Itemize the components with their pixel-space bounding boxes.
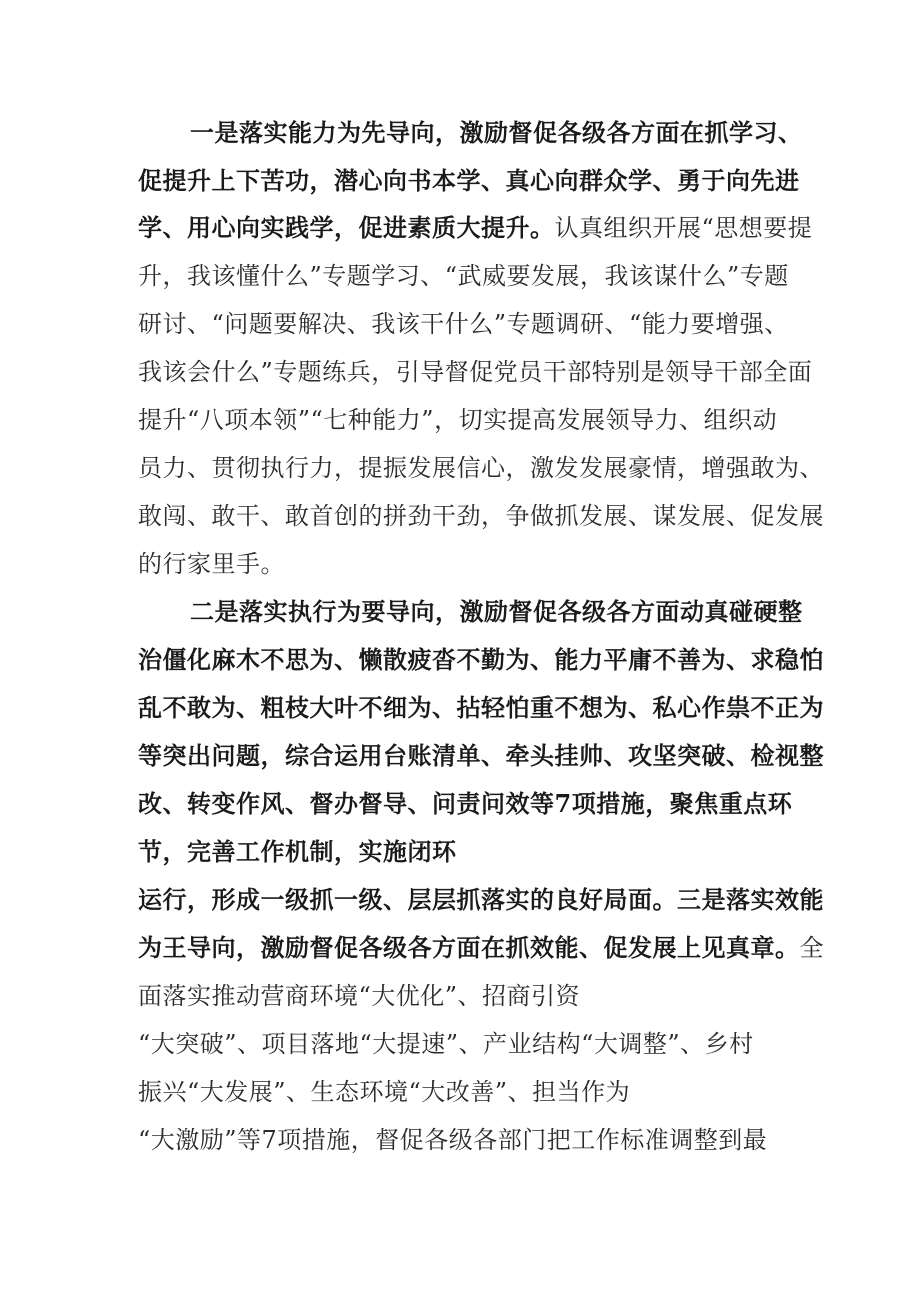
paragraph-2-line-8	[138, 933, 824, 963]
paragraph-2-line-9: 面落实推动营商环境“大优化”、招商引资	[138, 982, 581, 1010]
paragraph-2-line-12: “大激励”等7项措施，督促各级各部门把工作标准调整到最	[138, 1126, 768, 1154]
paragraph-1-line-3-normal: 认真组织开展“思想要提	[554, 214, 813, 242]
paragraph-2-line-6: 节，完善工作机制，实施闭环	[138, 837, 457, 866]
paragraph-1-line-7: 提升“八项本领”“七种能力”，切实提高发展领导力、组织动	[138, 406, 778, 434]
paragraph-2-line-8-bold: 为王导向，激励督促各级各方面在抓效能、促发展上见真章。	[138, 933, 800, 962]
paragraph-2-line-3: 乱不敢为、粗枝大叶不细为、拈轻怕重不想为、私心作祟不正为	[138, 693, 824, 722]
paragraph-1-line-4: 升，我该懂什么”专题学习、“武威要发展，我该谋什么”专题	[138, 262, 789, 290]
paragraph-1-line-9: 敢闯、敢干、敢首创的拼劲干劲，争做抓发展、谋发展、促发展	[138, 502, 824, 530]
paragraph-2-line-11: 振兴“大发展”、生态环境“大改善”、担当作为	[138, 1078, 631, 1106]
paragraph-2-line-8-normal: 全	[799, 934, 824, 962]
paragraph-2-line-4: 等突出问题，综合运用台账清单、牵头挂帅、攻坚突破、检视整	[138, 741, 824, 770]
paragraph-2-line-2: 治僵化麻木不思为、懒散疲沓不勤为、能力平庸不善为、求稳怕	[138, 645, 824, 674]
paragraph-1-line-6: 我该会什么”专题练兵，引导督促党员干部特别是领导干部全面	[138, 358, 813, 386]
paragraph-1-line-10: 的行家里手。	[138, 550, 285, 578]
paragraph-2-line-10: “大突破”、项目落地“大提速”、产业结构“大调整”、乡村	[138, 1030, 754, 1058]
paragraph-1-line-3-bold: 学、用心向实践学，促进素质大提升。	[138, 213, 555, 242]
paragraph-1-line-8: 员力、贯彻执行力，提振发展信心，激发发展豪情，增强敢为、	[138, 454, 824, 482]
paragraph-1-line-3	[138, 213, 812, 243]
paragraph-1-line-5: 研讨、“问题要解决、我该干什么”专题调研、“能力要增强、	[138, 310, 789, 338]
paragraph-2-line-1: 二是落实执行为要导向，激励督促各级各方面动真碰硬整	[190, 597, 803, 626]
paragraph-1-line-2: 促提升上下苦功，潜心向书本学、真心向群众学、勇于向先进	[138, 166, 800, 195]
paragraph-2-line-5: 改、转变作风、督办督导、问责问效等7项措施，聚焦重点环	[138, 789, 793, 818]
paragraph-2-line-7: 运行，形成一级抓一级、层层抓落实的良好局面。三是落实效能	[138, 885, 824, 914]
paragraph-1-line-1: 一是落实能力为先导向，激励督促各级各方面在抓学习、	[190, 118, 803, 147]
